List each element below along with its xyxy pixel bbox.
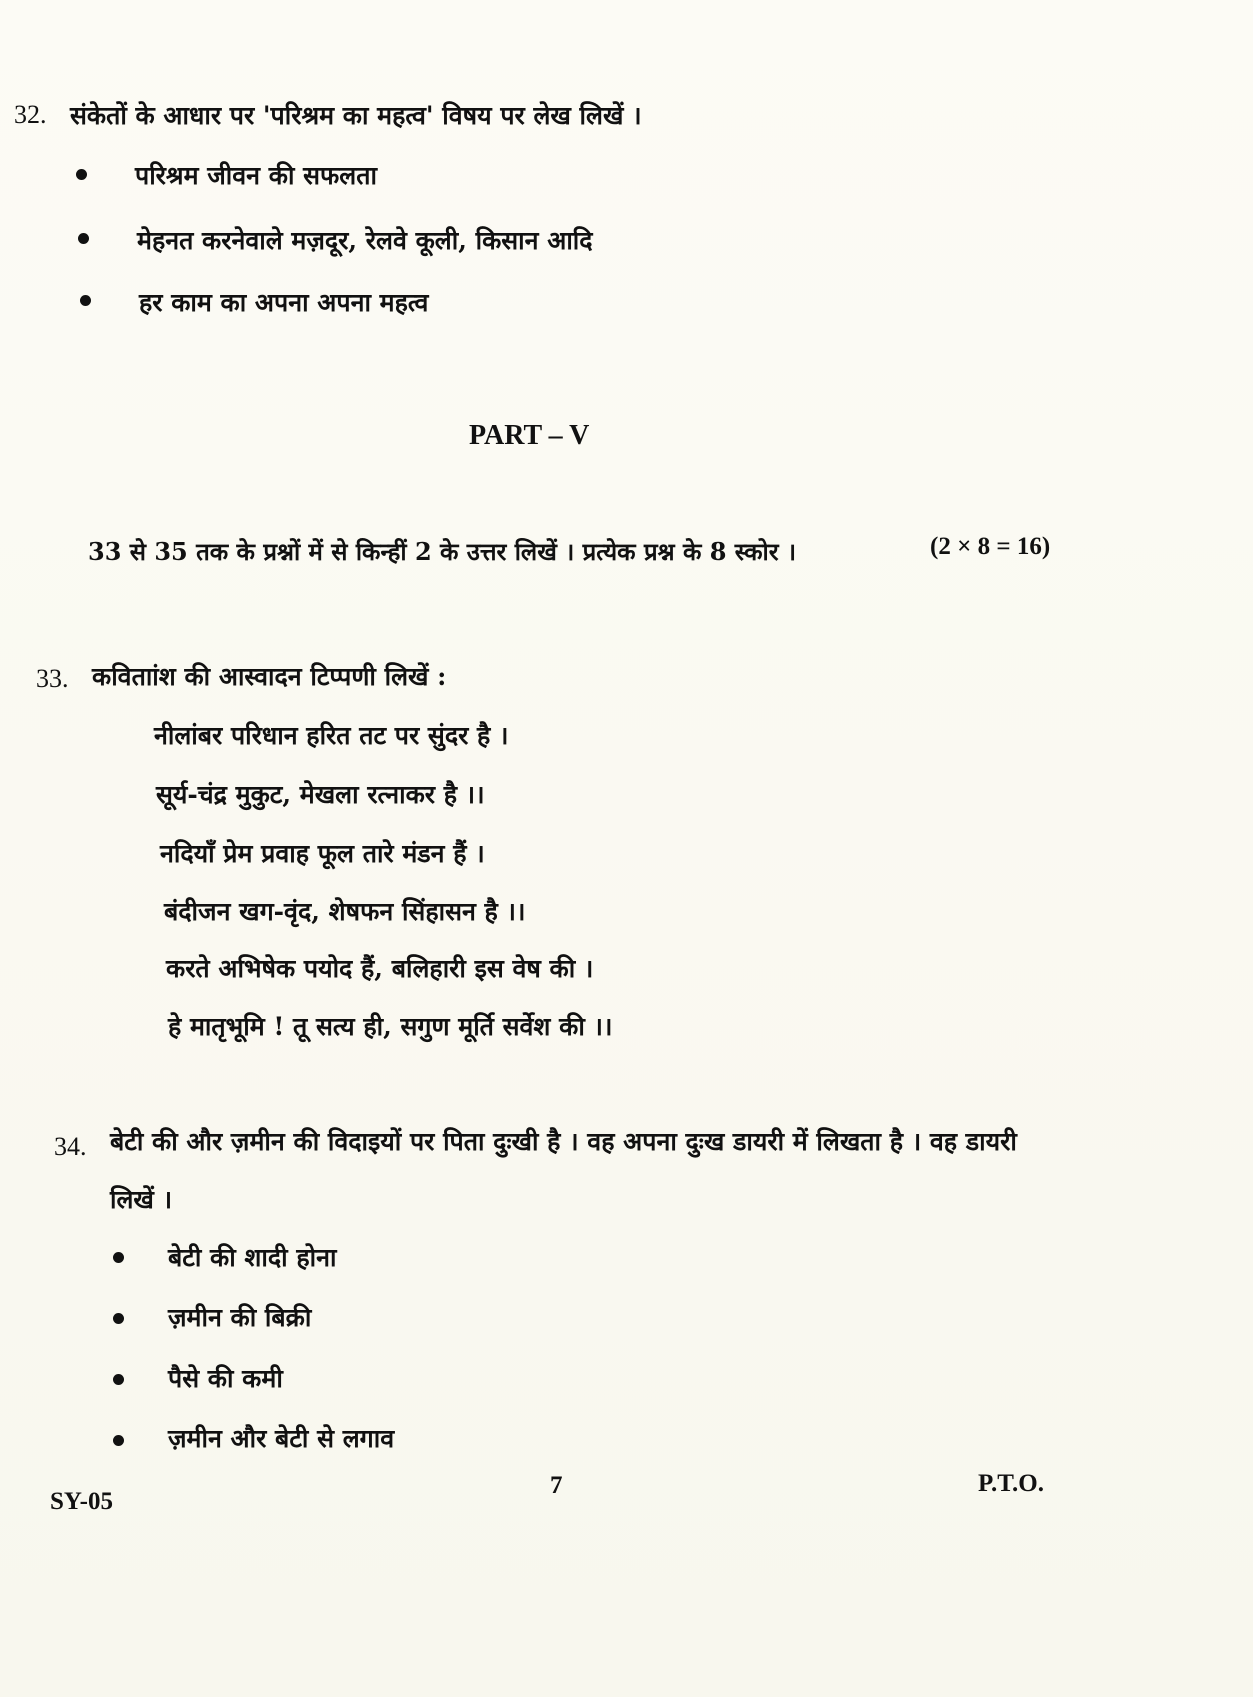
q34-bullet-2: ज़मीन की बिक्री	[168, 1303, 312, 1332]
q33-number: 33.	[36, 664, 69, 693]
q32-bullet-2: मेहनत करनेवाले मज़दूर, रेलवे कूली, किसान आदि	[137, 226, 593, 255]
poem-line-6: हे मातृभूमि ! तू सत्य ही, सगुण मूर्ति सर्वेश की ।।	[168, 1012, 613, 1041]
part-instruction: 33 से 35 तक के प्रश्नों में से किन्हीं 2 के उत्तर लिखें । प्रत्येक प्रश्न के 8 स्कोर ।	[88, 537, 797, 566]
poem-line-3: नदियाँ प्रेम प्रवाह फूल तारे मंडन हैं ।	[160, 839, 485, 868]
q34-bullet-1: बेटी की शादी होना	[168, 1243, 337, 1272]
q34-text-line-1: बेटी की और ज़मीन की विदाइयों पर पिता दुःखी है । वह अपना दुःख डायरी में लिखता है । वह डायरी	[110, 1127, 1017, 1156]
bullet-icon	[113, 1313, 124, 1324]
poem-line-5: करते अभिषेक पयोद हैं, बलिहारी इस वेष की ।	[166, 954, 594, 983]
poem-line-4: बंदीजन खग-वृंद, शेषफन सिंहासन है ।।	[164, 897, 526, 926]
q34-number: 34.	[54, 1132, 87, 1161]
poem-line-2: सूर्य-चंद्र मुकुट, मेखला रत्नाकर है ।।	[156, 780, 485, 809]
part-marks: (2 × 8 = 16)	[930, 533, 1051, 560]
q34-bullet-4: ज़मीन और बेटी से लगाव	[168, 1424, 395, 1453]
bullet-icon	[113, 1374, 124, 1385]
bullet-icon	[113, 1435, 124, 1446]
q33-text: कविताांश की आस्वादन टिप्पणी लिखें :	[92, 662, 447, 691]
part-title: PART – V	[469, 420, 590, 451]
bullet-icon	[113, 1252, 124, 1263]
paper-code: SY-05	[50, 1488, 113, 1515]
q32-number: 32.	[14, 100, 47, 129]
q32-bullet-1: परिश्रम जीवन की सफलता	[135, 161, 377, 190]
q34-text-line-2: लिखें ।	[110, 1185, 173, 1214]
q32-bullet-3: हर काम का अपना अपना महत्व	[139, 288, 429, 317]
q32-text: संकेतों के आधार पर 'परिश्रम का महत्व' विषय पर लेख लिखें ।	[70, 101, 642, 130]
q34-bullet-3: पैसे की कमी	[168, 1364, 283, 1393]
bullet-icon	[80, 295, 91, 306]
bullet-icon	[76, 169, 87, 180]
page-number: 7	[550, 1472, 563, 1499]
bullet-icon	[78, 233, 89, 244]
poem-line-1: नीलांबर परिधान हरित तट पर सुंदर है ।	[154, 721, 509, 750]
pto-label: P.T.O.	[978, 1470, 1044, 1497]
